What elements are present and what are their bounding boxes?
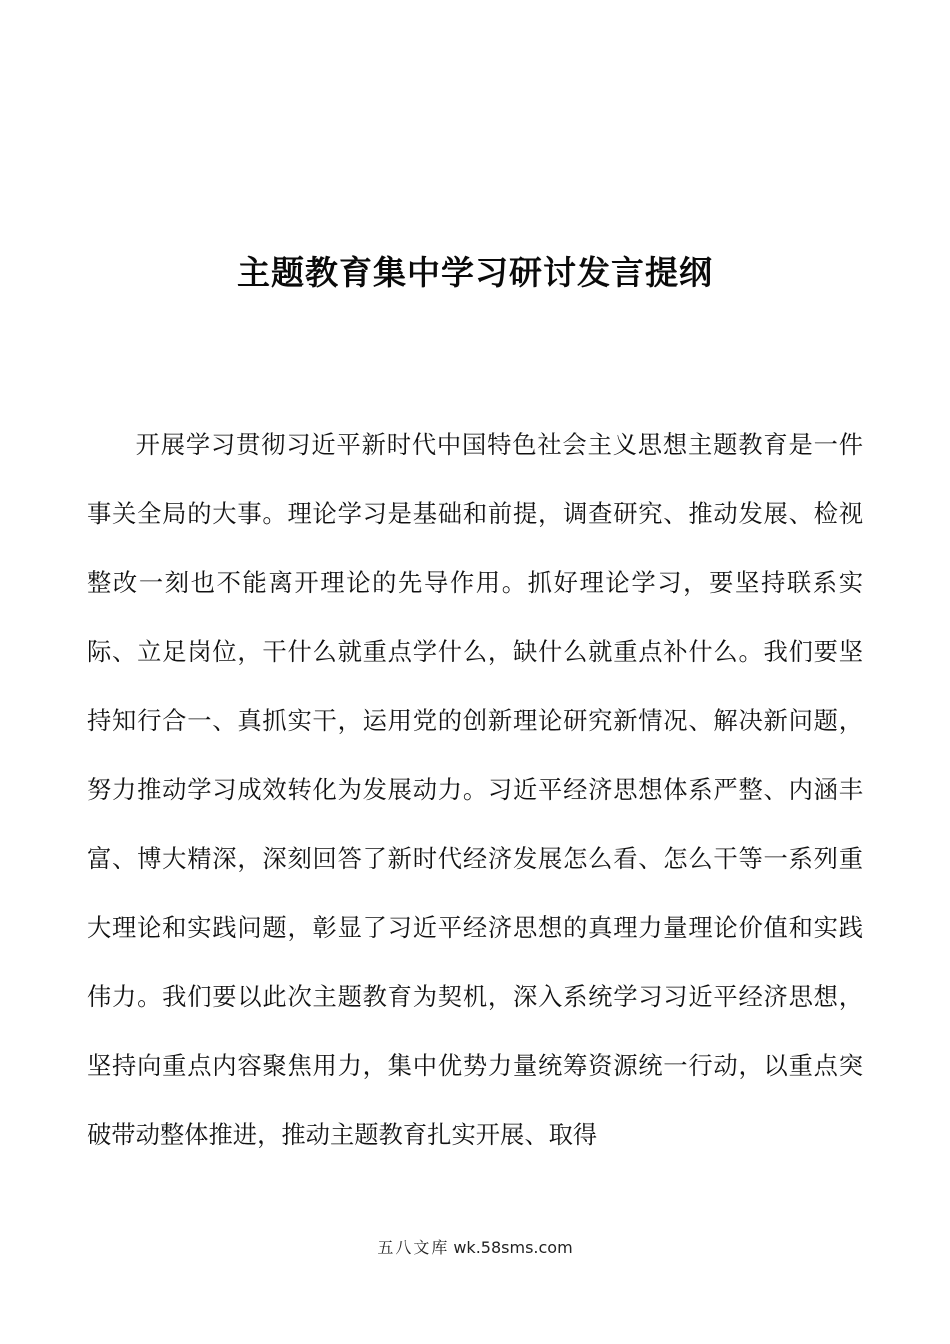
body-paragraph: 开展学习贯彻习近平新时代中国特色社会主义思想主题教育是一件事关全局的大事。理论学习是基础和前提，调查研究、推动发展、检视整改一刻也不能离开理论的先导作用。抓好理论学习，要坚持联系实际、立足岗位，干什么就重点学什么，缺什么就重点补什么。我们要坚持知行合一、真抓实干，运用党的创新理论研究新情况、解决新问题，努力推动学习成效转化为发展动力。习近平经济思想体系严整、内涵丰富、博大精深，深刻回答了新时代经济发展怎么看、怎么干等一系列重大理论和实践问题，彰显了习近平经济思想的真理力量理论价值和实践伟力。我们要以此次主题教育为契机，深入系统学习习近平经济思想，坚持向重点内容聚焦用力，集中优势力量统筹资源统一行动，以重点突破带动整体推进，推动主题教育扎实开展、取得 [87, 430, 863, 1149]
footer-watermark [0, 1236, 950, 1260]
footer-brand: 五八文库 [377, 1238, 450, 1257]
document-title: 主题教育集中学习研讨发言提纲 [237, 253, 713, 292]
footer-url[interactable]: wk.58sms.com [453, 1238, 573, 1257]
